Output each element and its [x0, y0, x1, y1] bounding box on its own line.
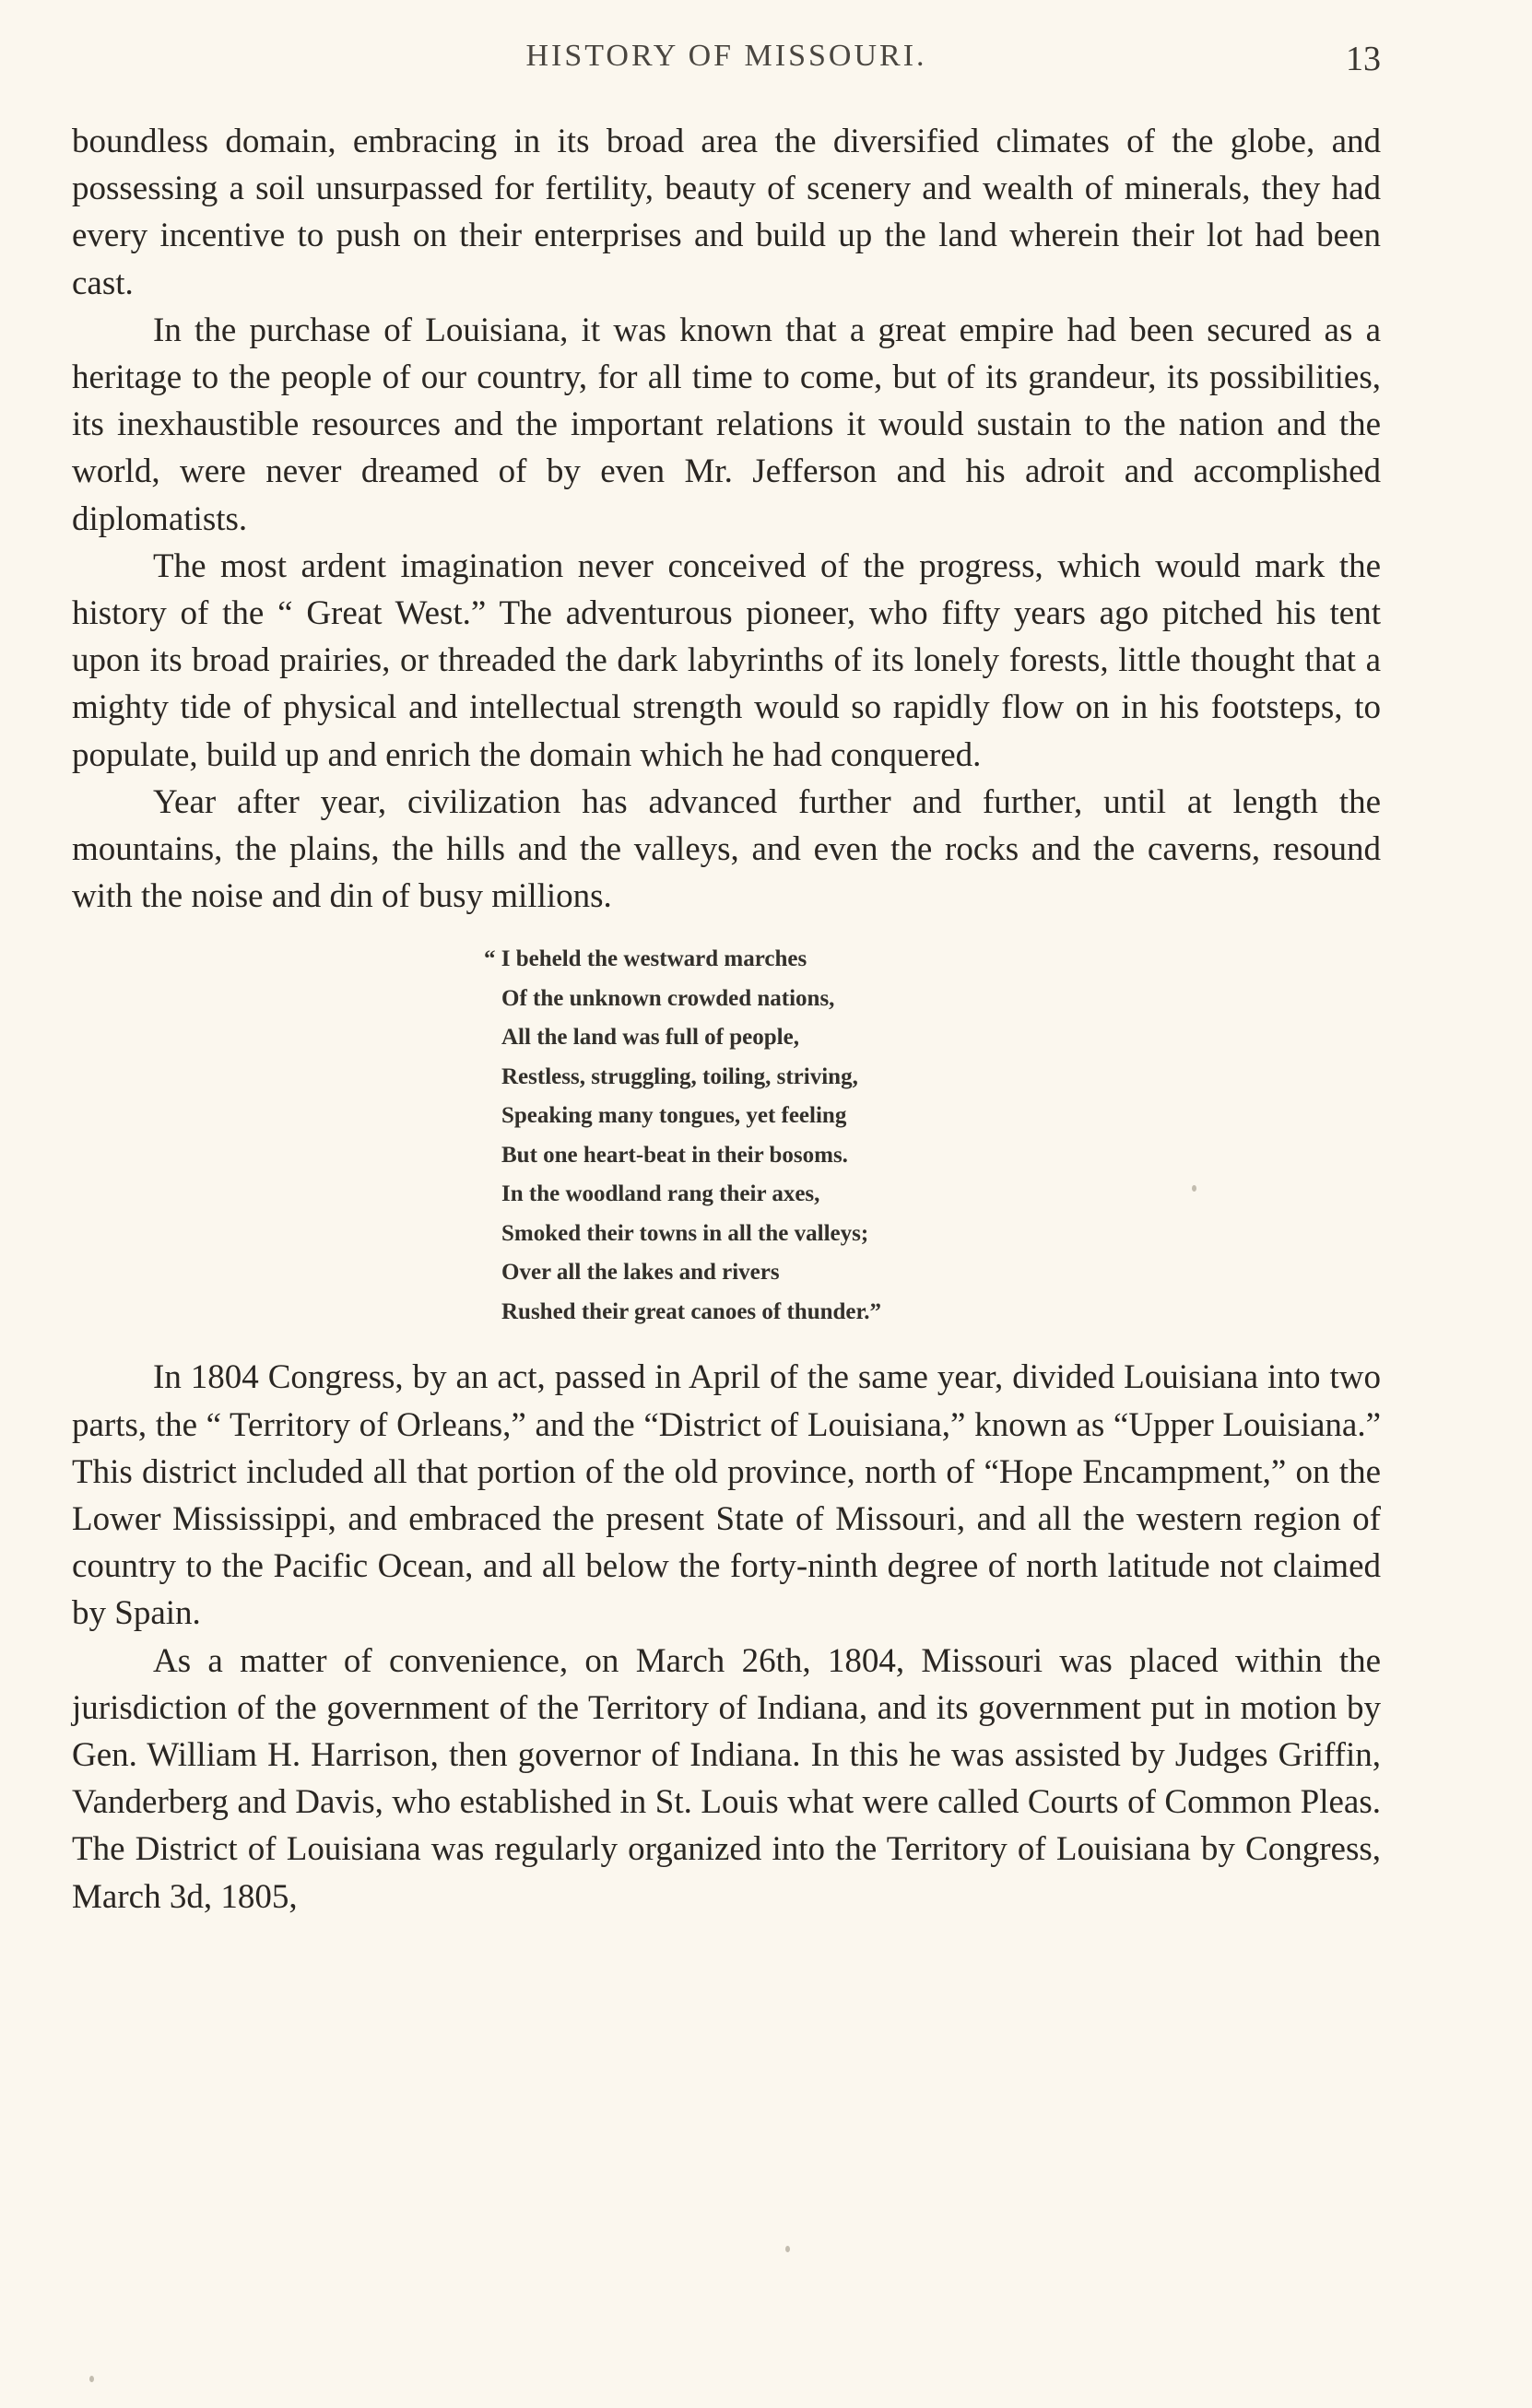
- poem-line: Smoked their towns in all the valleys;: [501, 1220, 869, 1246]
- poem-line: “ I beheld the westward marches: [484, 946, 807, 972]
- ink-speck: [1192, 1185, 1196, 1192]
- running-title: HISTORY OF MISSOURI.: [525, 39, 927, 73]
- paragraph-1804-congress: In 1804 Congress, by an act, passed in April of the same year, divided Louisiana into two parts, the “ Territory of Orleans,” and the “District of Louisiana,” known as “Upper Louisiana.” This district included all that portion of the old province, north of “Hope Encampment,” on the Lower Mississippi, and embraced the present State of Missouri, and all the western region of country to the Pacific Ocean, and all below the forty-ninth degree of north latitude not claimed by Spain.: [72, 1358, 1381, 1633]
- poem-line: In the woodland rang their axes,: [501, 1181, 820, 1207]
- paragraph-continued: boundless domain, embracing in its broad area the diversified climates of the globe, and possessing a soil unsurpassed for fertility, beauty of scenery and wealth of minerals, they had every incentive to push on their enterprises and build up the land wherein their lot had been cast.: [72, 123, 1381, 302]
- poem-line: But one heart-beat in their bosoms.: [501, 1142, 848, 1168]
- paragraph-great-west: The most ardent imagination never conceived of the progress, which would mark the history of the “ Great West.” The adventurous pioneer, who fifty years ago pitched his tent upon its broad prairies, or threaded the dark labyrinths of its lonely forests, little thought that a mighty tide of physical and intellectual strength would so rapidly flow on in his footsteps, to populate, build up and enrich the domain which he had conquered.: [72, 546, 1381, 774]
- poem-line: Over all the lakes and rivers: [501, 1260, 780, 1286]
- ink-speck: [89, 2376, 94, 2382]
- running-head: [72, 39, 1381, 85]
- poem-line: Speaking many tongues, yet feeling: [501, 1103, 847, 1129]
- poem-line: Restless, struggling, toiling, striving,: [501, 1063, 858, 1089]
- poem-quotation: [484, 940, 1381, 1332]
- ink-speck: [785, 2246, 790, 2252]
- page-number: 13: [1346, 40, 1381, 78]
- paragraph-jurisdiction: As a matter of convenience, on March 26th, 1804, Missouri was placed within the jurisdiction of the government of the Territory of Indiana, and its government put in motion by Gen. William H. Harrison, then governor of Indiana. In this he was assisted by Judges Griffin, Vanderberg and Davis, who established in St. Louis what were called Courts of Common Pleas. The District of Louisiana was regularly organized into the Territory of Louisiana by Congress, March 3d, 1805,: [72, 1641, 1381, 1916]
- body-text: [72, 118, 1381, 1921]
- poem-line: Of the unknown crowded nations,: [501, 985, 835, 1011]
- paragraph-civilization: Year after year, civilization has advanced further and further, until at length the mountains, the plains, the hills and the valleys, and even the rocks and the caverns, resound with the noise and din of busy millions.: [72, 782, 1381, 916]
- poem-line: All the land was full of people,: [501, 1025, 799, 1051]
- poem-line: Rushed their great canoes of thunder.”: [501, 1298, 882, 1324]
- paragraph-louisiana-purchase: In the purchase of Louisiana, it was known that a great empire had been secured as a heritage to the people of our country, for all time to come, but of its grandeur, its possibilities, its inexhaustible resources and the important relations it would sustain to the nation and the world, were never dreamed of by even Mr. Jefferson and his adroit and accomplished diplomatists.: [72, 311, 1381, 538]
